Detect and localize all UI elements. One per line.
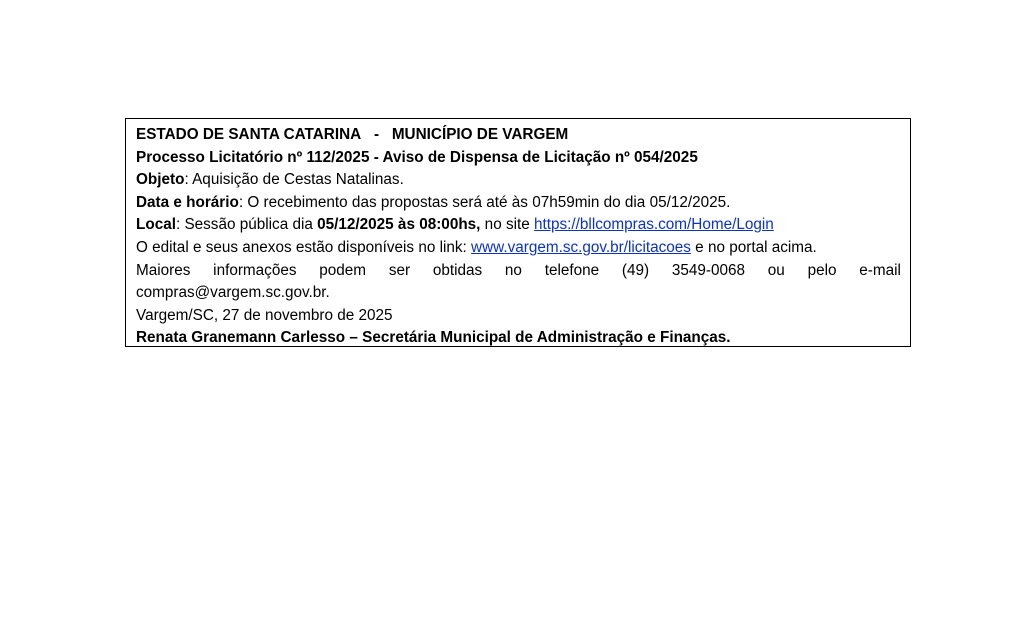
email-line <box>136 282 901 305</box>
info-word: ser <box>388 261 411 279</box>
notice-box <box>125 118 911 347</box>
object-text: : Aquisição de Cestas Natalinas. <box>184 171 404 189</box>
date-label: Data e horário <box>136 193 239 211</box>
signature: Renata Granemann Carlesso – Secretária Municipal de Administração e Finanças. <box>136 329 731 347</box>
info-word: e-mail <box>859 261 901 279</box>
local-text-1: : Sessão pública dia <box>175 216 318 234</box>
info-word: informações <box>213 261 297 279</box>
info-word: obtidas <box>432 261 483 279</box>
object-label: Objeto <box>136 171 185 189</box>
info-word: 3549-0068 <box>671 261 746 279</box>
local-text-2: no site <box>480 216 535 234</box>
date-line <box>136 192 901 215</box>
header-state: ESTADO DE SANTA CATARINA <box>136 126 362 143</box>
place-date: Vargem/SC, 27 de novembro de 2025 <box>136 306 393 324</box>
process-line <box>136 147 901 170</box>
object-line <box>136 169 901 192</box>
local-datetime: 05/12/2025 às 08:00hs, <box>317 216 481 234</box>
info-word: telefone <box>544 261 600 279</box>
local-line <box>136 214 901 237</box>
signature-line <box>136 327 901 350</box>
info-word: Maiores <box>136 261 191 279</box>
info-line <box>136 260 901 283</box>
edital-text-1: O edital e seus anexos estão disponíveis no link: <box>136 238 472 256</box>
edital-line <box>136 237 901 260</box>
contact-email: compras@vargem.sc.gov.br. <box>136 284 330 302</box>
header-city: MUNICÍPIO DE VARGEM <box>391 126 569 143</box>
place-date-line <box>136 305 901 328</box>
info-word: (49) <box>621 261 650 279</box>
bll-compras-link[interactable]: https://bllcompras.com/Home/Login <box>534 216 774 234</box>
info-word: ou <box>767 261 785 279</box>
date-text: : O recebimento das propostas será até às 07h59min do dia 05/12/2025. <box>238 193 731 211</box>
edital-text-2: e no portal acima. <box>690 238 817 256</box>
info-word: no <box>504 261 522 279</box>
local-label: Local <box>136 216 176 234</box>
header-line <box>136 124 901 147</box>
process-title: Processo Licitatório nº 112/2025 - Aviso de Dispensa de Licitação nº 054/2025 <box>136 148 698 166</box>
info-word: podem <box>319 261 367 279</box>
info-word: pelo <box>807 261 837 279</box>
header-separator: - <box>373 126 380 143</box>
vargem-licitacoes-link[interactable]: www.vargem.sc.gov.br/licitacoes <box>471 238 691 256</box>
